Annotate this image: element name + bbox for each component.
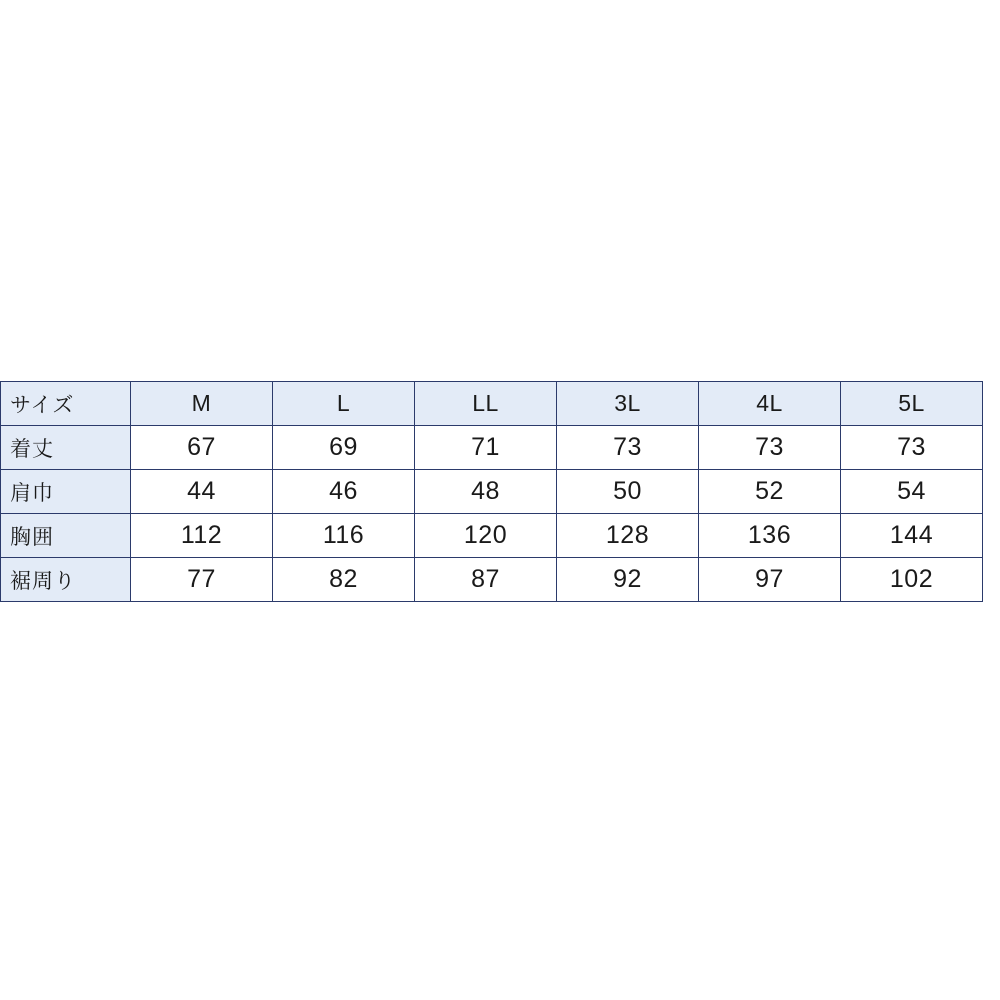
row-label-kyoui: 胸囲 xyxy=(1,514,131,558)
header-size-ll: LL xyxy=(415,382,557,426)
cell-katahaba-5l: 54 xyxy=(841,470,983,514)
cell-katahaba-4l: 52 xyxy=(699,470,841,514)
cell-katahaba-ll: 48 xyxy=(415,470,557,514)
header-size-4l: 4L xyxy=(699,382,841,426)
cell-kitake-l: 69 xyxy=(273,426,415,470)
cell-kyoui-ll: 120 xyxy=(415,514,557,558)
cell-kitake-ll: 71 xyxy=(415,426,557,470)
row-label-katahaba: 肩巾 xyxy=(1,470,131,514)
cell-susomawari-5l: 102 xyxy=(841,558,983,602)
cell-susomawari-l: 82 xyxy=(273,558,415,602)
cell-kitake-3l: 73 xyxy=(557,426,699,470)
size-chart-table xyxy=(0,381,983,602)
cell-susomawari-ll: 87 xyxy=(415,558,557,602)
table-header-row xyxy=(1,382,983,426)
cell-susomawari-4l: 97 xyxy=(699,558,841,602)
header-corner-label: サイズ xyxy=(1,382,131,426)
size-chart-container xyxy=(0,381,982,602)
cell-kyoui-m: 112 xyxy=(131,514,273,558)
header-size-l: L xyxy=(273,382,415,426)
header-size-5l: 5L xyxy=(841,382,983,426)
cell-kyoui-l: 116 xyxy=(273,514,415,558)
row-label-kitake: 着丈 xyxy=(1,426,131,470)
cell-susomawari-m: 77 xyxy=(131,558,273,602)
cell-kitake-4l: 73 xyxy=(699,426,841,470)
cell-katahaba-l: 46 xyxy=(273,470,415,514)
cell-kitake-5l: 73 xyxy=(841,426,983,470)
table-row xyxy=(1,470,983,514)
table-row xyxy=(1,514,983,558)
header-size-3l: 3L xyxy=(557,382,699,426)
cell-katahaba-m: 44 xyxy=(131,470,273,514)
cell-kyoui-4l: 136 xyxy=(699,514,841,558)
table-row xyxy=(1,558,983,602)
cell-kyoui-5l: 144 xyxy=(841,514,983,558)
header-size-m: M xyxy=(131,382,273,426)
row-label-susomawari: 裾周り xyxy=(1,558,131,602)
cell-susomawari-3l: 92 xyxy=(557,558,699,602)
cell-katahaba-3l: 50 xyxy=(557,470,699,514)
cell-kyoui-3l: 128 xyxy=(557,514,699,558)
cell-kitake-m: 67 xyxy=(131,426,273,470)
table-row xyxy=(1,426,983,470)
